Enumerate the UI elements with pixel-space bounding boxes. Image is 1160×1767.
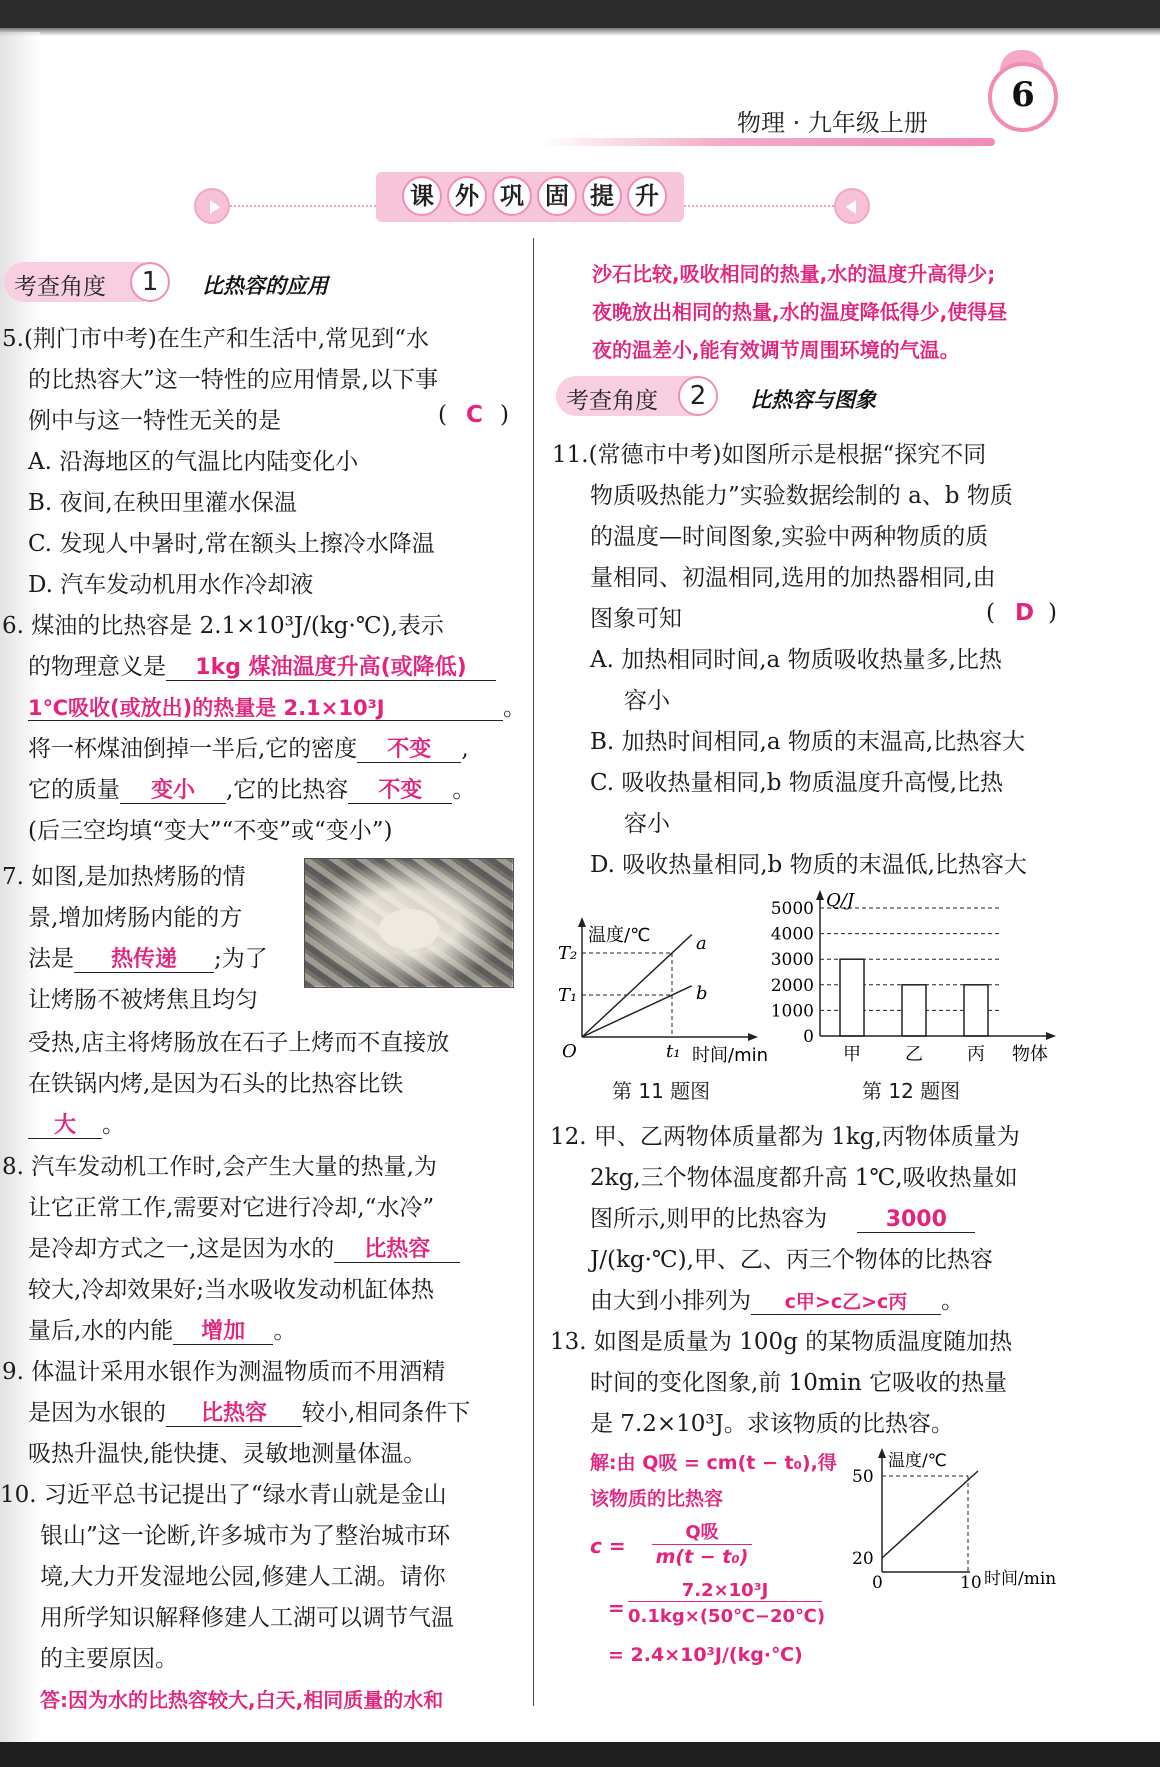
q7-blank-2: 大	[28, 1113, 102, 1139]
fig12-bar	[840, 959, 864, 1036]
banner-arrow-left-icon	[834, 188, 870, 224]
category-tag-2	[556, 376, 956, 416]
q11-option-d: D. 吸收热量相同,b 物质的末温低,比热容大	[590, 852, 1027, 878]
q8-line	[28, 1312, 296, 1345]
q8-blank-1: 比热容	[334, 1237, 460, 1263]
fig12-y-tick-label: 0	[803, 1027, 814, 1047]
q11-line: 量相同、初温相同,选用的加热器相同,由	[590, 565, 996, 591]
tag-number: 1	[130, 262, 170, 302]
q7-line: 景,增加烤肠内能的方	[28, 905, 243, 931]
q13-solution-eq: =	[608, 1596, 625, 1620]
q10-line: 的主要原因。	[40, 1646, 178, 1672]
column-divider	[533, 238, 534, 1706]
banner-dots-left	[230, 205, 380, 207]
q7-line: 在铁锅内烤,是因为石头的比热容比铁	[28, 1071, 404, 1097]
fig12-category-label: 丙	[967, 1044, 985, 1065]
q11-line: 图象可知	[590, 606, 682, 632]
fig13-x-tick-label: 10	[960, 1573, 982, 1590]
q8-line: 8. 汽车发动机工作时,会产生大量的热量,为	[2, 1154, 437, 1180]
q10-answer-continued: 夜的温差小,能有效调节周围环境的气温。	[592, 338, 960, 362]
q5-line: 的比热容大”这一特性的应用情景,以下事	[28, 367, 439, 393]
q9-line: 吸热升温快,能快捷、灵敏地测量体温。	[28, 1441, 427, 1467]
q8-text: 量后,水的内能	[28, 1318, 174, 1344]
q7-text: 法是	[28, 946, 74, 972]
banner-char: 课	[402, 176, 442, 216]
q6-blank-1b: 1℃吸收(或放出)的热量是 2.1×10³J	[28, 696, 503, 721]
page-number: 6	[1011, 75, 1035, 115]
q7-line	[28, 940, 268, 973]
q6-text: 将一杯煤油倒掉一半后,它的密度	[28, 736, 358, 762]
q13-line: 时间的变化图象,前 10min 它吸收的热量	[590, 1370, 1008, 1396]
q6-line	[28, 771, 475, 804]
fig12-bar	[902, 985, 926, 1036]
bottom-dark-band	[0, 1742, 1160, 1767]
q7-line: 让烤肠不被烤焦且均匀	[28, 987, 258, 1013]
fig11-origin-label: O	[562, 1041, 577, 1062]
top-band-fade	[0, 28, 1160, 36]
fig12-bar-chart	[760, 886, 1060, 1068]
q5-answer: C	[466, 402, 483, 428]
fig11-T1-label: T₁	[558, 985, 578, 1006]
fig13-origin-label: 0	[872, 1573, 883, 1590]
q11-paren-open: (	[986, 600, 995, 626]
fig11-series-b-line	[582, 986, 692, 1037]
q13-line: 13. 如图是质量为 100g 的某物质温度随加热	[550, 1329, 1013, 1355]
q5-option-c: C. 发现人中暑时,常在额头上擦冷水降温	[28, 531, 435, 557]
q6-line: (后三空均填“变大”“不变”或“变小”)	[28, 818, 393, 844]
q10-line: 用所学知识解释修建人工湖可以调节气温	[40, 1605, 454, 1631]
fig12-y-arrow-icon	[816, 890, 824, 900]
q9-text: 是因为水银的	[28, 1400, 166, 1426]
q13-solution-c: c =	[590, 1534, 626, 1558]
q10-answer-continued: 沙石比较,吸收相同的热量,水的温度升高得少;	[592, 262, 996, 286]
q12-text: 图所示,则甲的比热容为	[590, 1206, 828, 1232]
fig13-y-label: 温度/℃	[888, 1451, 947, 1471]
header-title: 物理 · 九年级上册	[737, 109, 928, 137]
banner-char: 提	[582, 176, 622, 216]
q12-line	[590, 1200, 975, 1233]
q11-line: 11.(常德市中考)如图所示是根据“探究不同	[552, 442, 987, 468]
q6-line: 6. 煤油的比热容是 2.1×10³J/(kg·℃),表示	[2, 613, 444, 639]
q11-line: 物质吸热能力”实验数据绘制的 a、b 物质	[590, 483, 1013, 509]
fig12-category-label: 乙	[905, 1044, 923, 1065]
tag-title: 比热容的应用	[202, 273, 328, 298]
q8-line: 较大,冷却效果好;当水吸收发动机缸体热	[28, 1277, 435, 1303]
fig11-caption: 第 11 题图	[612, 1079, 711, 1103]
tag-label: 考查角度	[14, 274, 106, 300]
q9-line: 9. 体温计采用水银作为测温物质而不用酒精	[2, 1359, 446, 1385]
fig11-b-label: b	[696, 983, 708, 1004]
q5-option-b: B. 夜间,在秧田里灌水保温	[28, 490, 297, 516]
q11-line: 的温度—时间图象,实验中两种物质的质	[590, 524, 989, 550]
q11-option-c-cont: 容小	[624, 811, 670, 837]
banner-char: 外	[447, 176, 487, 216]
q10-answer-continued: 夜晚放出相同的热量,水的温度降低得少,使得昼	[592, 300, 1008, 324]
q6-line	[28, 689, 526, 722]
fig11-t1-label: t₁	[666, 1041, 681, 1062]
q11-answer: D	[1015, 600, 1035, 626]
q8-line	[28, 1230, 460, 1263]
q13-fraction-num-2: 7.2×10³J	[628, 1580, 822, 1602]
banner-char: 固	[537, 176, 577, 216]
q13-solution-line: 该物质的比热容	[590, 1488, 724, 1510]
photo-shading	[304, 858, 512, 986]
q8-line: 让它正常工作,需要对它进行冷却,“水冷”	[28, 1195, 435, 1221]
q5-paren-open: (	[438, 402, 447, 428]
q9-text: 较小,相同条件下	[302, 1400, 471, 1426]
q13-line: 是 7.2×10³J。求该物质的比热容。	[590, 1411, 954, 1437]
q5-option-d: D. 汽车发动机用水作冷却液	[28, 572, 314, 598]
tag-label: 考查角度	[566, 388, 658, 414]
fig12-x-label: 物体	[1012, 1044, 1048, 1065]
fig12-x-arrow-icon	[1046, 1032, 1056, 1040]
q11-paren-close: )	[1048, 600, 1057, 626]
fig11-x-label: 时间/min	[692, 1045, 769, 1065]
fig12-y-ticks	[771, 899, 814, 1047]
fig13-temperature-time-chart	[842, 1440, 1072, 1590]
q10-line: 10. 习近平总书记提出了“绿水青山就是金山	[0, 1482, 447, 1508]
q12-text: 由大到小排列为	[590, 1288, 751, 1314]
q11-option-a-cont: 容小	[624, 688, 670, 714]
fig11-x-arrow-icon	[748, 1033, 758, 1041]
q10-line: 境,大力开发湿地公园,修建人工湖。请你	[40, 1564, 446, 1590]
q6-blank-4: 不变	[348, 778, 452, 804]
q12-text: 。	[941, 1288, 964, 1314]
fig12-bars	[840, 959, 988, 1036]
header-rule	[540, 138, 995, 146]
q5-line: 5.(荆门市中考)在生产和生活中,常见到“水	[2, 326, 429, 352]
q6-text: 。	[452, 777, 476, 803]
q6-line	[28, 730, 469, 763]
fig13-y-tick-label: 20	[852, 1549, 874, 1569]
fig12-y-tick-label: 5000	[770, 899, 814, 919]
q7-text: ;为了	[214, 946, 268, 972]
fig12-y-tick-label: 1000	[770, 1001, 814, 1022]
q13-solution-line: 解:由 Q吸 = cm(t − t₀),得	[590, 1452, 837, 1474]
tag-title: 比热容与图象	[750, 387, 876, 412]
q12-blank-2: c甲>c乙>c丙	[751, 1292, 941, 1315]
q12-line: J/(kg·℃),甲、乙、丙三个物体的比热容	[590, 1247, 993, 1273]
q12-line: 12. 甲、乙两物体质量都为 1kg,丙物体质量为	[550, 1124, 1020, 1150]
q12-line: 2kg,三个物体温度都升高 1℃,吸收热量如	[590, 1165, 1018, 1191]
q8-blank-2: 增加	[173, 1319, 273, 1345]
fig11-y-label: 温度/℃	[588, 925, 651, 946]
q7-line	[28, 1106, 125, 1139]
fig11-y-arrow-icon	[578, 917, 586, 927]
fig12-y-tick-label: 2000	[770, 975, 814, 996]
fig12-y-tick-label: 4000	[770, 924, 814, 945]
q11-option-c: C. 吸收热量相同,b 物质温度升高慢,比热	[590, 770, 1004, 796]
fig11-temperature-time-chart	[552, 905, 784, 1065]
q6-text: 的物理意义是	[28, 654, 166, 680]
fig11-T2-label: T₂	[558, 943, 578, 964]
q6-text: ,	[461, 736, 469, 762]
q11-option-a: A. 加热相同时间,a 物质吸收热量多,比热	[590, 647, 1002, 673]
q8-text: 是冷却方式之一,这是因为水的	[28, 1236, 335, 1262]
fig13-series-line	[882, 1471, 978, 1558]
fig12-category-label: 甲	[843, 1044, 861, 1065]
q13-solution-result: = 2.4×10³J/(kg·℃)	[608, 1644, 803, 1666]
q11-option-b: B. 加热时间相同,a 物质的末温高,比热容大	[590, 729, 1026, 755]
fig12-categories	[843, 1044, 985, 1065]
q6-text: ,它的比热容	[226, 777, 349, 803]
q6-line	[28, 648, 496, 681]
q7-line: 7. 如图,是加热烤肠的情	[2, 864, 246, 890]
q9-line	[28, 1394, 470, 1427]
banner-char: 升	[627, 176, 667, 216]
fig13-y-tick-label: 50	[852, 1467, 874, 1487]
q13-fraction-num: Q吸	[652, 1518, 752, 1545]
banner-arrow-right-icon	[194, 188, 230, 224]
q9-blank-1: 比热容	[166, 1401, 302, 1427]
q12-line	[590, 1282, 964, 1315]
q7-blank-1: 热传递	[74, 947, 214, 973]
fig11-series-a-line	[582, 935, 692, 1037]
fig12-y-label: Q/J	[826, 890, 855, 911]
q6-blank-3: 变小	[120, 778, 226, 804]
fig13-x-label: 时间/min	[984, 1569, 1057, 1589]
fig11-a-label: a	[696, 933, 707, 954]
banner-dots-right	[684, 205, 834, 207]
q12-blank-1: 3000	[857, 1207, 975, 1233]
category-tag-1	[4, 262, 344, 302]
fig12-y-tick-label: 3000	[770, 950, 814, 971]
fig12-caption: 第 12 题图	[862, 1079, 961, 1103]
q5-line: 例中与这一特性无关的是	[28, 408, 281, 434]
q5-paren-close: )	[500, 402, 509, 428]
q13-fraction-den-2: 0.1kg×(50℃−20℃)	[628, 1606, 826, 1627]
q6-blank-2: 不变	[357, 737, 461, 763]
q10-answer: 答:因为水的比热容较大,白天,相同质量的水和	[40, 1688, 444, 1712]
fig12-bar	[964, 985, 988, 1036]
fig13-y-arrow-icon	[878, 1448, 886, 1458]
q6-text: 。	[503, 695, 526, 721]
q5-option-a: A. 沿海地区的气温比内陆变化小	[28, 449, 359, 475]
q10-line: 银山”这一论断,许多城市为了整治城市环	[40, 1523, 451, 1549]
tag-number: 2	[678, 376, 718, 416]
q6-text: 它的质量	[28, 777, 120, 803]
q6-blank-1a: 1kg 煤油温度升高(或降低)	[166, 655, 496, 681]
q7-line: 受热,店主将烤肠放在石子上烤而不直接放	[28, 1030, 450, 1056]
banner-char: 巩	[492, 176, 532, 216]
q13-fraction-den: m(t − t₀)	[655, 1546, 749, 1568]
q8-text: 。	[273, 1318, 297, 1344]
q7-text: 。	[102, 1112, 125, 1138]
